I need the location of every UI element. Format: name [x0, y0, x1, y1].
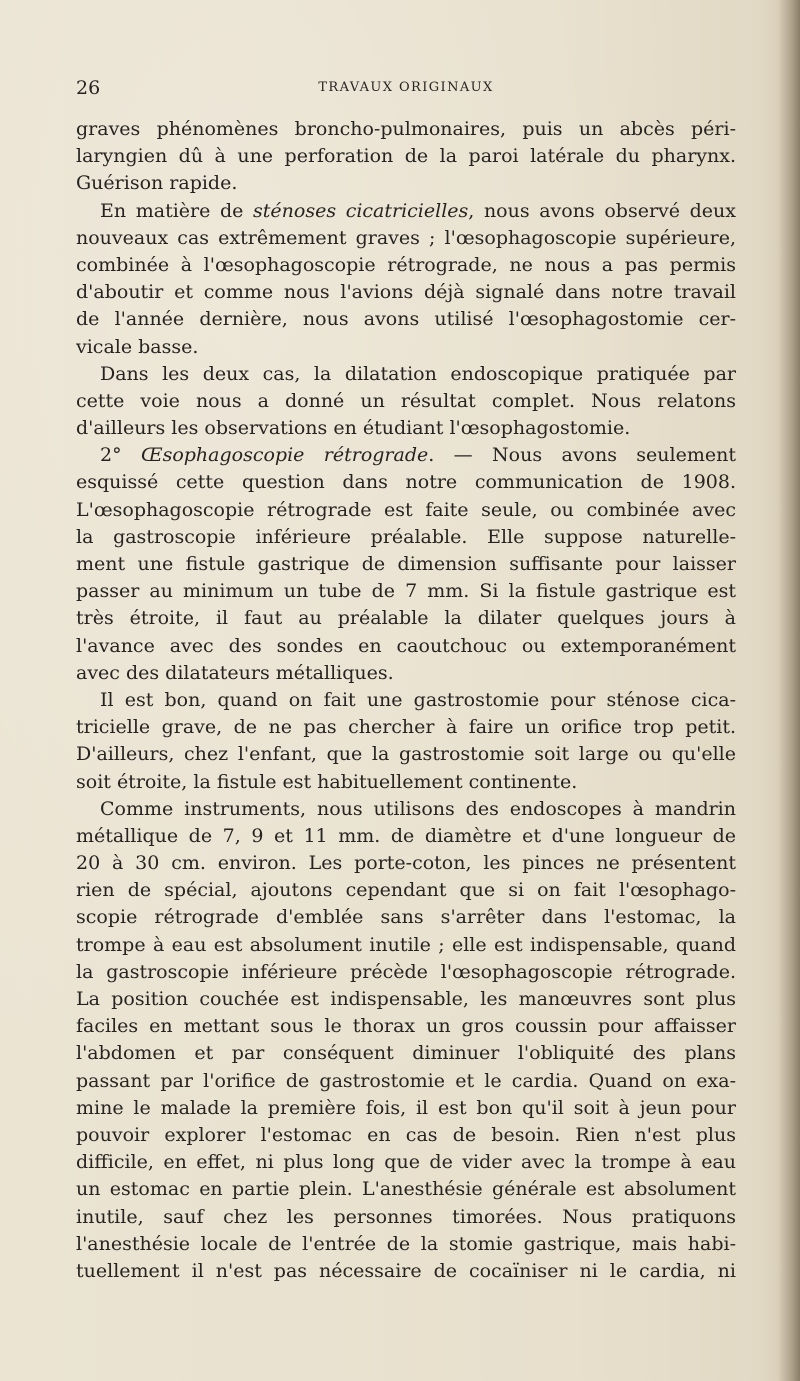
text-line: esquissé cette question dans notre communication de 1908. [76, 471, 736, 494]
text-line: la gastroscopie inférieure précède l'œsophagoscopie rétrograde. [76, 960, 736, 983]
text-line: passer au minimum un tube de 7 mm. Si la fistule gastrique est [76, 580, 736, 603]
text-line: l'anesthésie locale de l'entrée de la stomie gastrique, mais habi- [76, 1232, 736, 1255]
text-line: vicale basse. [76, 335, 199, 358]
text-line: pouvoir explorer l'estomac en cas de besoin. Rien n'est plus [76, 1123, 736, 1146]
page-edge-shadow [778, 0, 800, 1381]
running-title: TRAVAUX ORIGINAUX [318, 80, 494, 95]
italic-term: Œsophagoscopie rétrograde [140, 444, 429, 467]
text-line: Il est bon, quand on fait une gastrostomie pour sténose cica- [100, 688, 736, 711]
italic-term: sténoses cicatricielles [253, 199, 469, 222]
text-line: trompe à eau est absolument inutile ; elle est indispensable, quand [76, 933, 736, 956]
text-line: laryngien dû à une perforation de la paroi latérale du pharynx. [76, 145, 736, 168]
text-line: scopie rétrograde d'emblée sans s'arrêter dans l'estomac, la [76, 906, 736, 929]
text-line: très étroite, il faut au préalable la dilater quelques jours à [76, 607, 736, 630]
text-line: passant par l'orifice de gastrostomie et le cardia. Quand on exa- [76, 1069, 736, 1092]
text-line: 20 à 30 cm. environ. Les porte-coton, les pinces ne présentent [76, 852, 736, 875]
page-number: 26 [76, 77, 101, 99]
text-line: de l'année dernière, nous avons utilisé l'œsophagostomie cer- [76, 308, 736, 331]
text-line [76, 442, 736, 469]
text-line: tricielle grave, de ne pas chercher à faire un orifice trop petit. [76, 716, 736, 739]
text-run: . — Nous avons seulement [428, 444, 736, 467]
text-line [76, 198, 736, 225]
text-run: , nous avons observé deux [468, 199, 736, 222]
text-line: l'avance avec des sondes en caoutchouc ou extemporanément [76, 634, 736, 657]
text-line: cette voie nous a donné un résultat complet. Nous relatons [76, 389, 736, 412]
text-line: métallique de 7, 9 et 11 mm. de diamètre et d'une longueur de [76, 824, 736, 847]
text-line: L'œsophagoscopie rétrograde est faite seule, ou combinée avec [76, 498, 736, 521]
text-line: difficile, en effet, ni plus long que de vider avec la trompe à eau [76, 1151, 736, 1174]
text-line: La position couchée est indispensable, les manœuvres sont plus [76, 988, 736, 1010]
page-header [76, 76, 736, 100]
text-line: d'ailleurs les observations en étudiant l'œsophagostomie. [76, 417, 631, 440]
text-line: nouveaux cas extrêmement graves ; l'œsophagoscopie supérieure, [76, 226, 736, 249]
text-line: faciles en mettant sous le thorax un gros coussin pour affaisser [76, 1015, 736, 1038]
text-line: avec des dilatateurs métalliques. [76, 661, 394, 684]
text-line: tuellement il n'est pas nécessaire de cocaïniser ni le cardia, ni [76, 1259, 736, 1282]
text-line: Guérison rapide. [76, 172, 238, 195]
text-line: mine le malade la première fois, il est bon qu'il soit à jeun pour [76, 1096, 736, 1119]
text-line: graves phénomènes broncho-pulmonaires, puis un abcès péri- [76, 118, 736, 140]
text-line: combinée à l'œsophagoscopie rétrograde, ne nous a pas permis [76, 253, 736, 276]
text-run: 2° [100, 444, 141, 467]
text-line: d'aboutir et comme nous l'avions déjà signalé dans notre travail [76, 281, 736, 304]
text-run: En matière de [100, 199, 254, 222]
body-text [76, 116, 736, 1285]
text-line: ment une fistule gastrique de dimension suffisante pour laisser [76, 553, 736, 575]
text-line: Dans les deux cas, la dilatation endoscopique pratiquée par [100, 362, 736, 385]
text-line: soit étroite, la fistule est habituellement continente. [76, 770, 578, 793]
text-line: D'ailleurs, chez l'enfant, que la gastrostomie soit large ou qu'elle [76, 743, 736, 766]
text-line: Comme instruments, nous utilisons des endoscopes à mandrin [100, 797, 736, 820]
text-line: inutile, sauf chez les personnes timorées. Nous pratiquons [76, 1205, 736, 1228]
text-line: rien de spécial, ajoutons cependant que si on fait l'œsophago- [76, 879, 736, 902]
text-line: l'abdomen et par conséquent diminuer l'obliquité des plans [76, 1042, 736, 1065]
text-line: la gastroscopie inférieure préalable. Elle suppose naturelle- [76, 525, 736, 548]
text-line: un estomac en partie plein. L'anesthésie générale est absolument [76, 1178, 736, 1201]
